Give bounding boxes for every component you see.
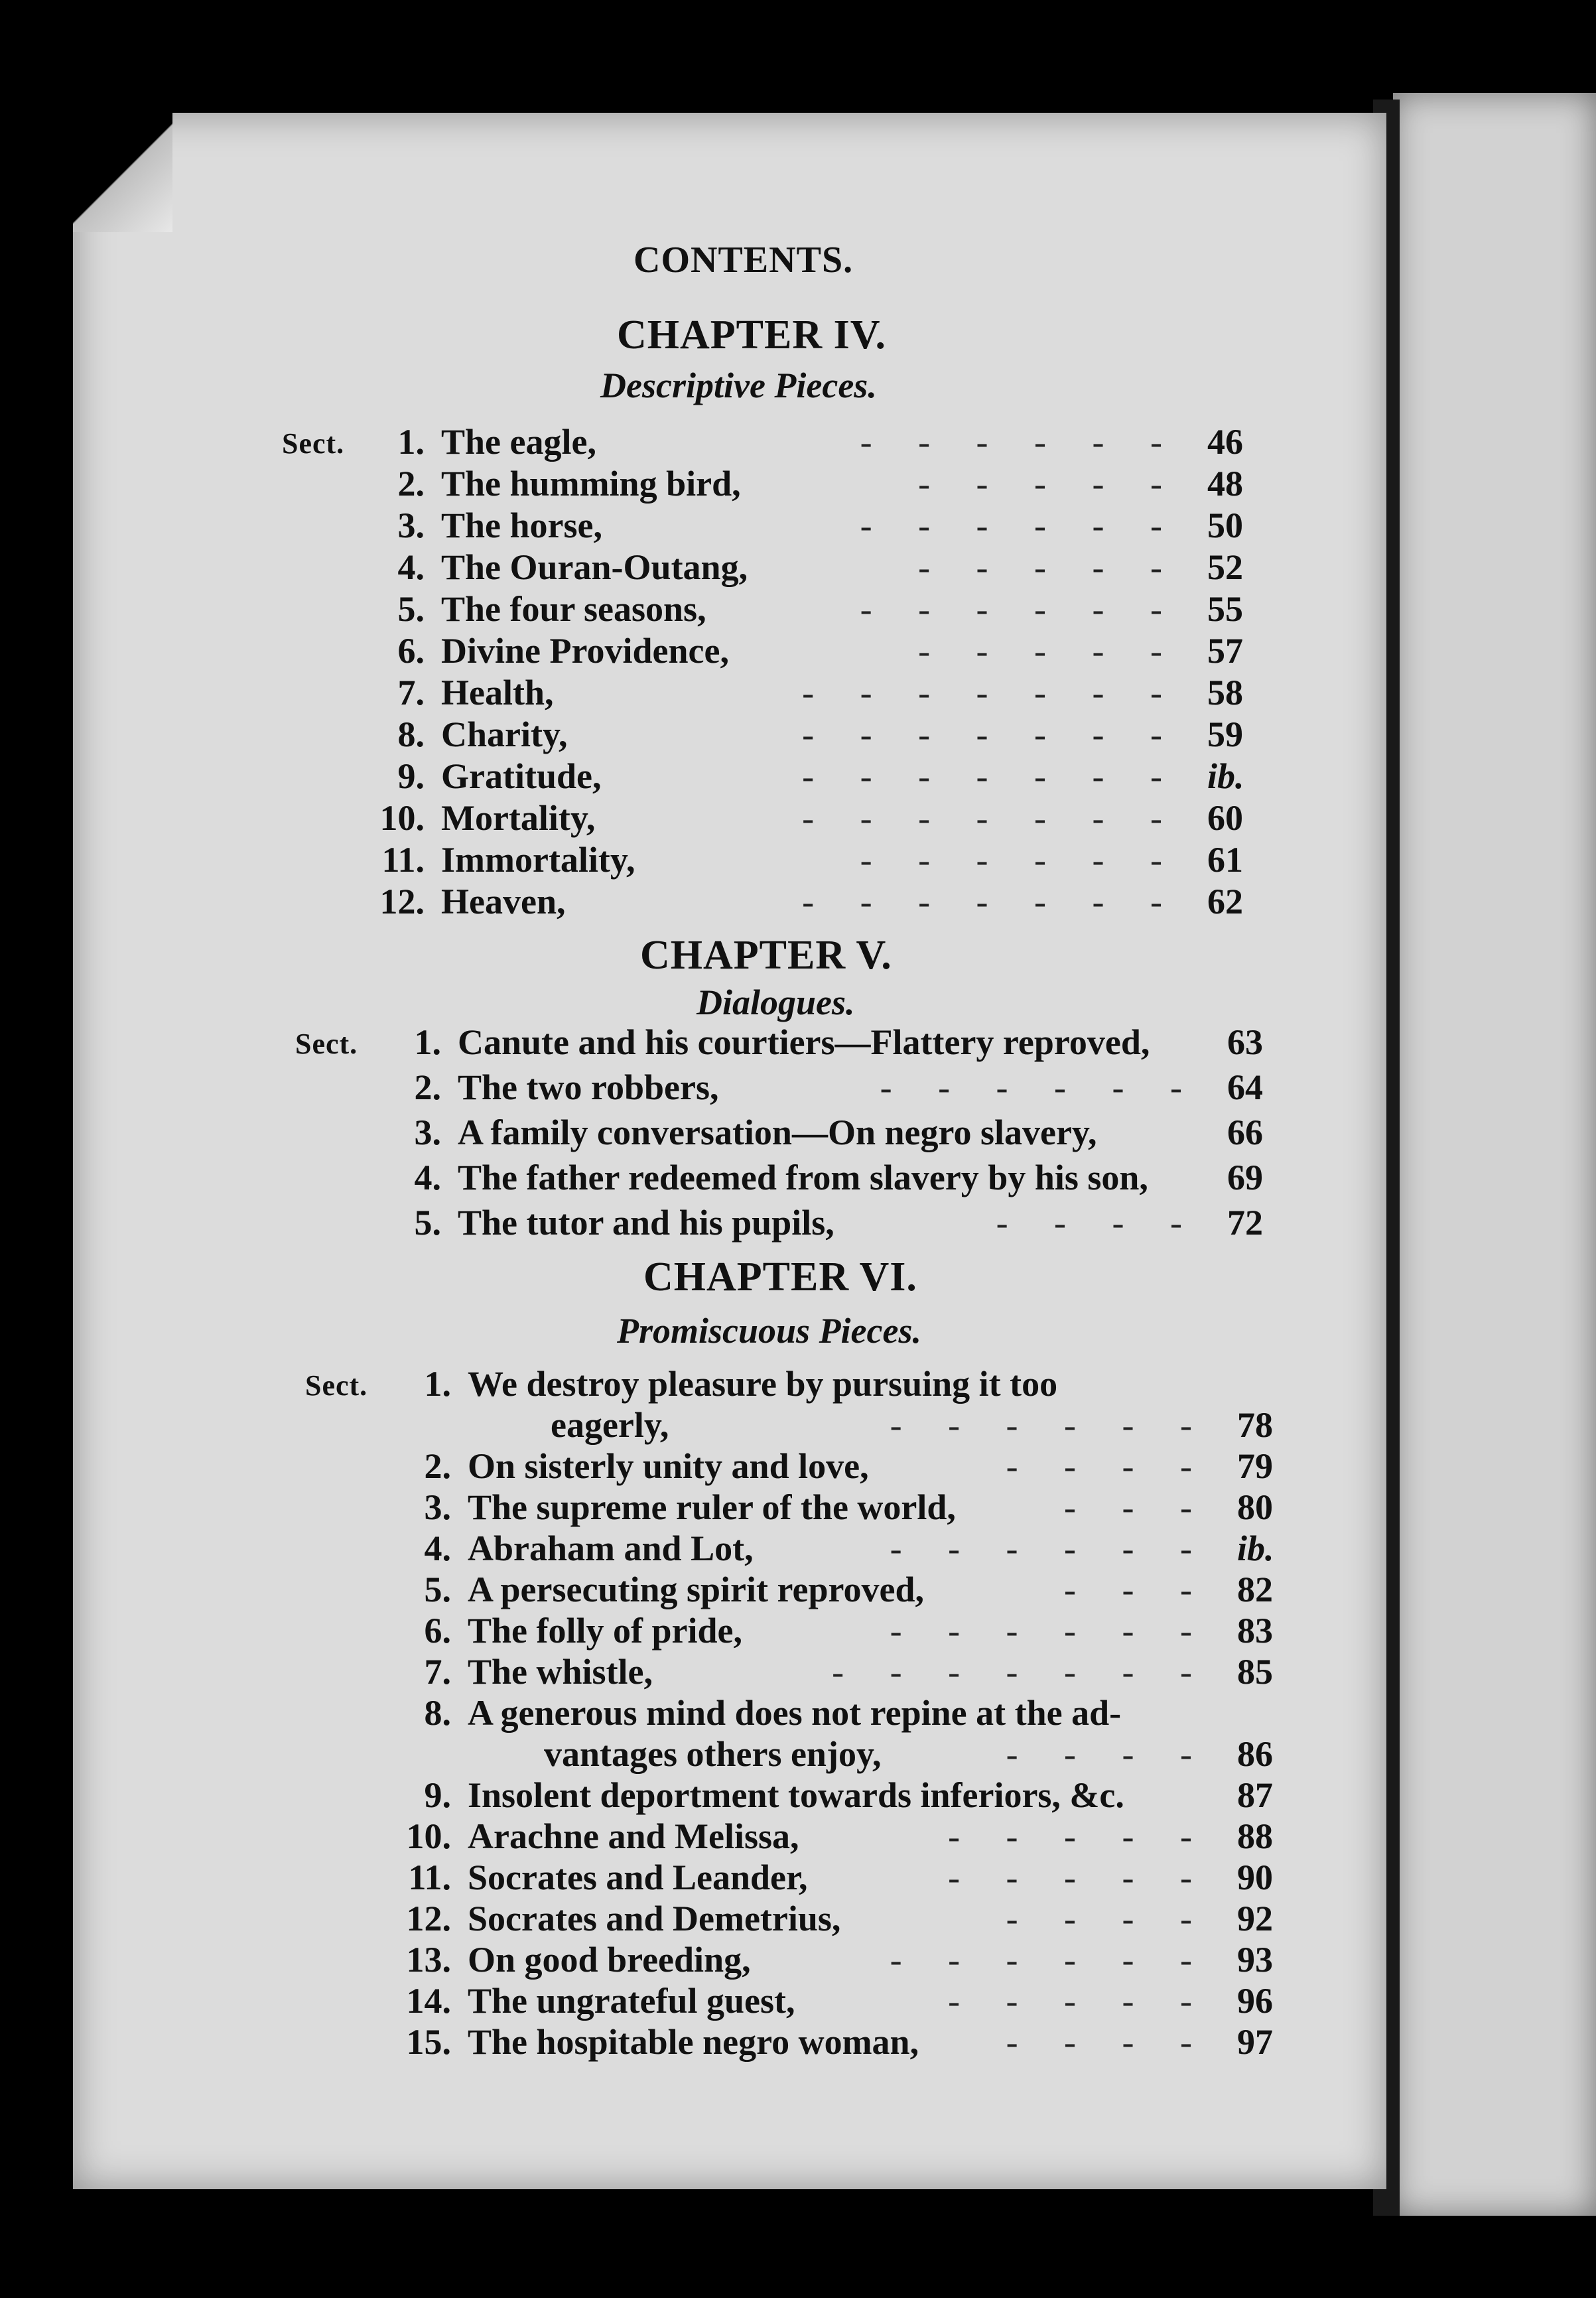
section-title: On good breeding, — [468, 1940, 751, 1980]
leader-dots: - - - — [1064, 1487, 1211, 1527]
section-number: 5. — [424, 1570, 451, 1609]
page-number: 57 — [1207, 631, 1243, 671]
leader-dots: - - - - — [1006, 1899, 1211, 1938]
toc-entry — [0, 505, 1596, 547]
leader-dots: - - - - - — [918, 547, 1181, 587]
toc-entry — [0, 714, 1596, 756]
toc-entry — [0, 1487, 1596, 1529]
page-number: ib. — [1237, 1528, 1274, 1568]
leader-dots: - - - - - - — [890, 1611, 1211, 1651]
page-title: CONTENTS. — [633, 239, 854, 281]
section-number: 7. — [424, 1652, 451, 1692]
toc-entry — [0, 1157, 1596, 1199]
section-number: 1. — [424, 1364, 451, 1404]
section-number: 5. — [397, 589, 425, 629]
chapter-6-subtitle: Promiscuous Pieces. — [617, 1311, 921, 1351]
leader-dots: - - - - - — [918, 631, 1181, 671]
leader-dots: - - - - - - - — [802, 714, 1181, 754]
toc-entry — [0, 756, 1596, 798]
page-number: 58 — [1207, 673, 1243, 712]
leader-dots: - - - - - - — [890, 1940, 1211, 1980]
page-number: 46 — [1207, 422, 1243, 462]
page-number: 97 — [1237, 2022, 1273, 2062]
section-title: A persecuting spirit reproved, — [468, 1570, 924, 1609]
leader-dots: - - - - — [1006, 1734, 1211, 1774]
page-number: 83 — [1237, 1611, 1273, 1651]
toc-entry — [0, 1857, 1596, 1899]
section-title: The eagle, — [441, 422, 596, 462]
page-number: 62 — [1207, 882, 1243, 921]
section-title: On sisterly unity and love, — [468, 1446, 869, 1486]
section-title: Health, — [441, 673, 554, 712]
toc-entry — [0, 463, 1596, 506]
page-number: 69 — [1227, 1158, 1263, 1197]
section-number: 2. — [397, 464, 425, 504]
page-number: 61 — [1207, 840, 1243, 880]
section-number: 4. — [424, 1528, 451, 1568]
section-number: 9. — [397, 756, 425, 796]
page-number: 85 — [1237, 1652, 1273, 1692]
toc-entry — [0, 630, 1596, 673]
leader-dots: - - - - - — [918, 464, 1181, 504]
toc-entry — [0, 881, 1596, 923]
section-number: 4. — [414, 1158, 441, 1197]
leader-dots: - - - - — [996, 1203, 1201, 1243]
page-number: 48 — [1207, 464, 1243, 504]
section-number: 14. — [406, 1981, 451, 2021]
chapter-5-subtitle: Dialogues. — [697, 982, 855, 1022]
section-title: Charity, — [441, 714, 568, 754]
leader-dots: - - - - - - - — [802, 756, 1181, 796]
page-number: 72 — [1227, 1203, 1263, 1243]
toc-entry — [0, 1404, 1596, 1447]
toc-entry — [0, 1067, 1596, 1109]
section-title: The ungrateful guest, — [468, 1981, 795, 2021]
section-number: 13. — [406, 1940, 451, 1980]
section-title: The supreme ruler of the world, — [468, 1487, 956, 1527]
section-number: 3. — [424, 1487, 451, 1527]
section-title: Mortality, — [441, 798, 596, 838]
section-number: 3. — [397, 506, 425, 545]
section-title: A family conversation—On negro slavery, — [458, 1113, 1097, 1152]
section-title: The horse, — [441, 506, 602, 545]
toc-entry — [0, 421, 1596, 464]
toc-entry — [0, 1651, 1596, 1694]
page-number: 87 — [1237, 1775, 1273, 1815]
section-number: 4. — [397, 547, 425, 587]
leader-dots: - - - - - - — [880, 1067, 1201, 1107]
section-title: Heaven, — [441, 882, 566, 921]
page-number: 96 — [1237, 1981, 1273, 2021]
chapter-4-heading: CHAPTER IV. — [617, 312, 887, 358]
toc-entry — [0, 1202, 1596, 1245]
section-number: 5. — [414, 1203, 441, 1243]
section-number: 9. — [424, 1775, 451, 1815]
leader-dots: - - - - - - — [860, 589, 1181, 629]
toc-entry — [0, 1816, 1596, 1858]
leader-dots: - - - - - - — [860, 506, 1181, 545]
page-number: 82 — [1237, 1570, 1273, 1609]
toc-entry — [0, 1610, 1596, 1653]
section-title: The whistle, — [468, 1652, 653, 1692]
toc-entry — [0, 1363, 1596, 1406]
leader-dots: - - - - - - — [890, 1405, 1211, 1445]
section-title: The tutor and his pupils, — [458, 1203, 834, 1243]
toc-entry — [0, 839, 1596, 882]
section-title: A generous mind does not repine at the ad- — [468, 1693, 1122, 1733]
page-number: 59 — [1207, 714, 1243, 754]
section-title: Abraham and Lot, — [468, 1528, 754, 1568]
section-title: Insolent deportment towards inferiors, &c. — [468, 1775, 1124, 1815]
leader-dots: - - - - - — [948, 1858, 1211, 1897]
section-title: vantages others enjoy, — [544, 1734, 882, 1774]
toc-entry — [0, 1112, 1596, 1154]
section-title: The folly of pride, — [468, 1611, 742, 1651]
page-number: 79 — [1237, 1446, 1273, 1486]
section-number: 6. — [424, 1611, 451, 1651]
leader-dots: - - - - - - — [860, 422, 1181, 462]
section-number: 2. — [414, 1067, 441, 1107]
page-number: 78 — [1237, 1405, 1273, 1445]
page-number: 50 — [1207, 506, 1243, 545]
section-title: Divine Providence, — [441, 631, 729, 671]
page-number: 66 — [1227, 1113, 1263, 1152]
page-number: 52 — [1207, 547, 1243, 587]
leader-dots: - - - - - - - — [802, 798, 1181, 838]
section-title: The Ouran-Outang, — [441, 547, 748, 587]
section-number: 15. — [406, 2022, 451, 2062]
page-number: 63 — [1227, 1022, 1263, 1062]
toc-entry — [0, 2021, 1596, 2064]
section-title: Gratitude, — [441, 756, 602, 796]
page-number: 93 — [1237, 1940, 1273, 1980]
leader-dots: - - - - - - - — [832, 1652, 1211, 1692]
toc-entry — [0, 588, 1596, 631]
section-number: 11. — [408, 1858, 451, 1897]
leader-dots: - - - - - — [948, 1816, 1211, 1856]
sect-label: Sect. — [295, 1028, 358, 1060]
toc-entry — [0, 1980, 1596, 2023]
toc-entry — [0, 1692, 1596, 1735]
section-number: 8. — [424, 1693, 451, 1733]
page-number: 92 — [1237, 1899, 1273, 1938]
toc-entry — [0, 1733, 1596, 1776]
leader-dots: - - - - - - — [890, 1528, 1211, 1568]
section-number: 12. — [406, 1899, 451, 1938]
section-title: Arachne and Melissa, — [468, 1816, 799, 1856]
toc-entry — [0, 797, 1596, 840]
page-number: 86 — [1237, 1734, 1273, 1774]
section-number: 6. — [397, 631, 425, 671]
page-number: 60 — [1207, 798, 1243, 838]
toc-entry — [0, 1939, 1596, 1982]
toc-entry — [0, 1569, 1596, 1611]
section-number: 10. — [379, 798, 425, 838]
leader-dots: - - - - — [1006, 2022, 1211, 2062]
toc-entry — [0, 1446, 1596, 1488]
section-title: Immortality, — [441, 840, 635, 880]
section-number: 12. — [379, 882, 425, 921]
toc-entry — [0, 1775, 1596, 1817]
section-title: Socrates and Leander, — [468, 1858, 808, 1897]
section-number: 11. — [381, 840, 425, 880]
page-number: 80 — [1237, 1487, 1273, 1527]
chapter-5-heading: CHAPTER V. — [640, 933, 892, 978]
section-title: The four seasons, — [441, 589, 706, 629]
toc-entry — [0, 1528, 1596, 1570]
section-number: 2. — [424, 1446, 451, 1486]
page-number: 90 — [1237, 1858, 1273, 1897]
section-title: eagerly, — [551, 1405, 669, 1445]
page-number: 88 — [1237, 1816, 1273, 1856]
section-number: 10. — [406, 1816, 451, 1856]
section-title: The two robbers, — [458, 1067, 719, 1107]
toc-entry — [0, 1022, 1596, 1064]
page-number: ib. — [1207, 756, 1244, 796]
section-title: Socrates and Demetrius, — [468, 1899, 841, 1938]
sect-label: Sect. — [282, 427, 345, 460]
leader-dots: - - - - — [1006, 1446, 1211, 1486]
section-title: We destroy pleasure by pursuing it too — [468, 1364, 1058, 1404]
toc-entry — [0, 1898, 1596, 1940]
page-number: 64 — [1227, 1067, 1263, 1107]
section-number: 1. — [414, 1022, 441, 1062]
leader-dots: - - - — [1064, 1570, 1211, 1609]
section-title: The father redeemed from slavery by his son, — [458, 1158, 1148, 1197]
section-number: 3. — [414, 1113, 441, 1152]
leader-dots: - - - - - - — [860, 840, 1181, 880]
folded-corner — [73, 113, 172, 232]
section-title: Canute and his courtiers—Flattery reproved, — [458, 1022, 1150, 1062]
page-number: 55 — [1207, 589, 1243, 629]
toc-entry — [0, 672, 1596, 714]
toc-entry — [0, 547, 1596, 589]
section-number: 7. — [397, 673, 425, 712]
section-title: The humming bird, — [441, 464, 741, 504]
chapter-6-heading: CHAPTER VI. — [643, 1254, 917, 1300]
section-number: 1. — [397, 422, 425, 462]
sect-label: Sect. — [305, 1369, 368, 1402]
leader-dots: - - - - - - - — [802, 882, 1181, 921]
leader-dots: - - - - - - - — [802, 673, 1181, 712]
chapter-4-subtitle: Descriptive Pieces. — [600, 366, 877, 405]
section-number: 8. — [397, 714, 425, 754]
section-title: The hospitable negro woman, — [468, 2022, 919, 2062]
leader-dots: - - - - - — [948, 1981, 1211, 2021]
